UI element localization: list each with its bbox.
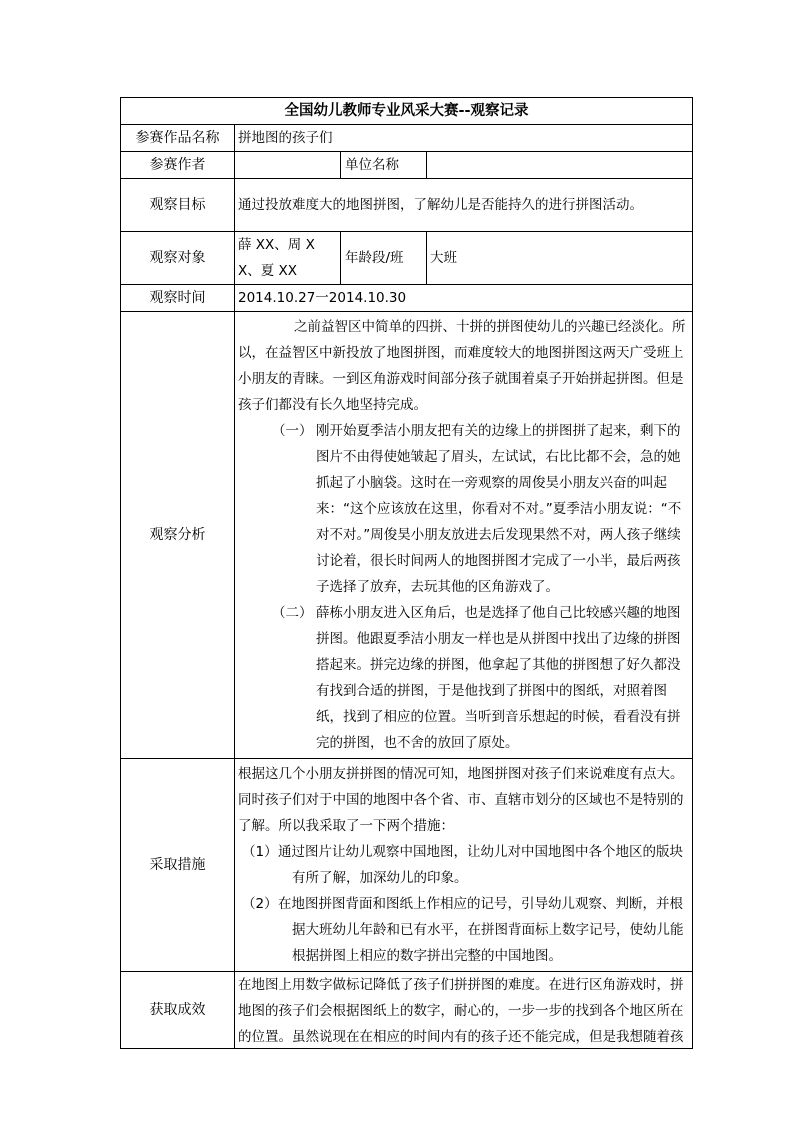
measures-content [235,759,693,972]
measure-item-number: （1） [242,844,278,860]
analysis-item-number: （一） [272,423,313,439]
results-text-clip [238,972,689,1048]
results-text: 在地图上用数字做标记降低了孩子们拼拼图的难度。在进行区角游戏时，拼地图的孩子们会根据图纸上的数字，耐心的，一步一步的找到各个地区所在的位置。虽然说现在在相应的时间内有的孩子还不能完成，但是我想随着孩 [238,977,684,1045]
work-name-value: 拼地图的孩子们 [235,125,693,152]
page-title: 全国幼儿教师专业风采大赛--观察记录 [121,98,693,125]
title-row [121,98,693,125]
analysis-label: 观察分析 [121,312,235,759]
time-label: 观察时间 [121,285,235,312]
unit-value [427,152,693,179]
analysis-content [235,312,693,759]
subject-label: 观察对象 [121,232,235,285]
measures-label: 采取措施 [121,759,235,972]
goal-row [121,179,693,232]
analysis-item-number: （二） [272,605,313,621]
analysis-item [238,418,689,600]
measure-item-continuation: 有所了解，加深幼儿的印象。 [292,870,468,886]
goal-label: 观察目标 [121,179,235,232]
time-row [121,285,693,312]
results-row [121,972,693,1049]
results-content [235,972,693,1049]
age-value: 大班 [427,232,693,285]
measure-item-body [278,891,689,969]
author-row [121,152,693,179]
unit-label: 单位名称 [341,152,427,179]
time-value: 2014.10.27一2014.10.30 [235,285,693,312]
subject-value: 薛 XX、周 XX、夏 XX [235,232,341,285]
measure-item-number: （2） [242,896,278,912]
measure-item-first-line: 通过图片让幼儿观察中国地图，让幼儿对中国地图中各个地区的版块 [278,844,683,860]
author-value [235,152,341,179]
measure-item-continuation: 据大班幼儿年龄和已有水平，在拼图背面标上数字记号，使幼儿能根据拼图上相应的数字拼出完整的中国地图。 [292,922,684,964]
analysis-intro: 之前益智区中简单的四拼、十拼的拼图使幼儿的兴趣已经淡化。所以，在益智区中新投放了地图拼图，而难度较大的地图拼图这两天广受班上小朋友的青睐。一到区角游戏时间部分孩子就围着桌子开始拼起拼图。但是孩子们都没有长久地坚持完成。 [238,319,686,413]
measures-row [121,759,693,972]
analysis-item-text: 薛栋小朋友进入区角后，也是选择了他自己比较感兴趣的地图拼图。他跟夏季洁小朋友一样也是从拼图中找出了边缘的拼图搭起来。拼完边缘的拼图，他拿起了其他的拼图想了好久都没有找到合适的拼图，于是他找到了拼图中的图纸，对照着图纸，找到了相应的位置。当听到音乐想起的时候，看看没有拼完的拼图，也不舍的放回了原处。 [316,605,681,751]
measure-item [238,839,689,891]
age-label: 年龄段/班 [341,232,427,285]
analysis-item [238,600,689,756]
observation-record-sheet [120,97,692,1049]
subject-row [121,232,693,285]
measure-item-first-line: 在地图拼图背面和图纸上作相应的记号，引导幼儿观察、判断，并根 [278,896,683,912]
work-name-label: 参赛作品名称 [121,125,235,152]
measure-item [238,891,689,969]
author-label: 参赛作者 [121,152,235,179]
results-label: 获取成效 [121,972,235,1049]
analysis-row [121,312,693,759]
work-name-row [121,125,693,152]
goal-value: 通过投放难度大的地图拼图，了解幼儿是否能持久的进行拼图活动。 [235,179,693,232]
measure-item-body [278,839,689,891]
observation-record-table [120,97,693,1049]
measures-intro: 根据这几个小朋友拼拼图的情况可知，地图拼图对孩子们来说难度有点大。同时孩子们对于中国的地图中各个省、市、直辖市划分的区域也不是特别的了解。所以我采取了一下两个措施： [238,766,684,834]
analysis-item-text: 刚开始夏季洁小朋友把有关的边缘上的拼图拼了起来，剩下的图片不由得使她皱起了眉头，左试试，右比比都不会，急的她抓起了小脑袋。这时在一旁观察的周俊昊小朋友兴奋的叫起来：“这个应该放在这里，你看对不对。”夏季洁小朋友说：“不对不对。”周俊昊小朋友放进去后发现果然不对，两人孩子继续讨论着，很长时间两人的地图拼图才完成了一小半，最后两孩子选择了放弃，去玩其他的区角游戏了。 [316,423,682,595]
